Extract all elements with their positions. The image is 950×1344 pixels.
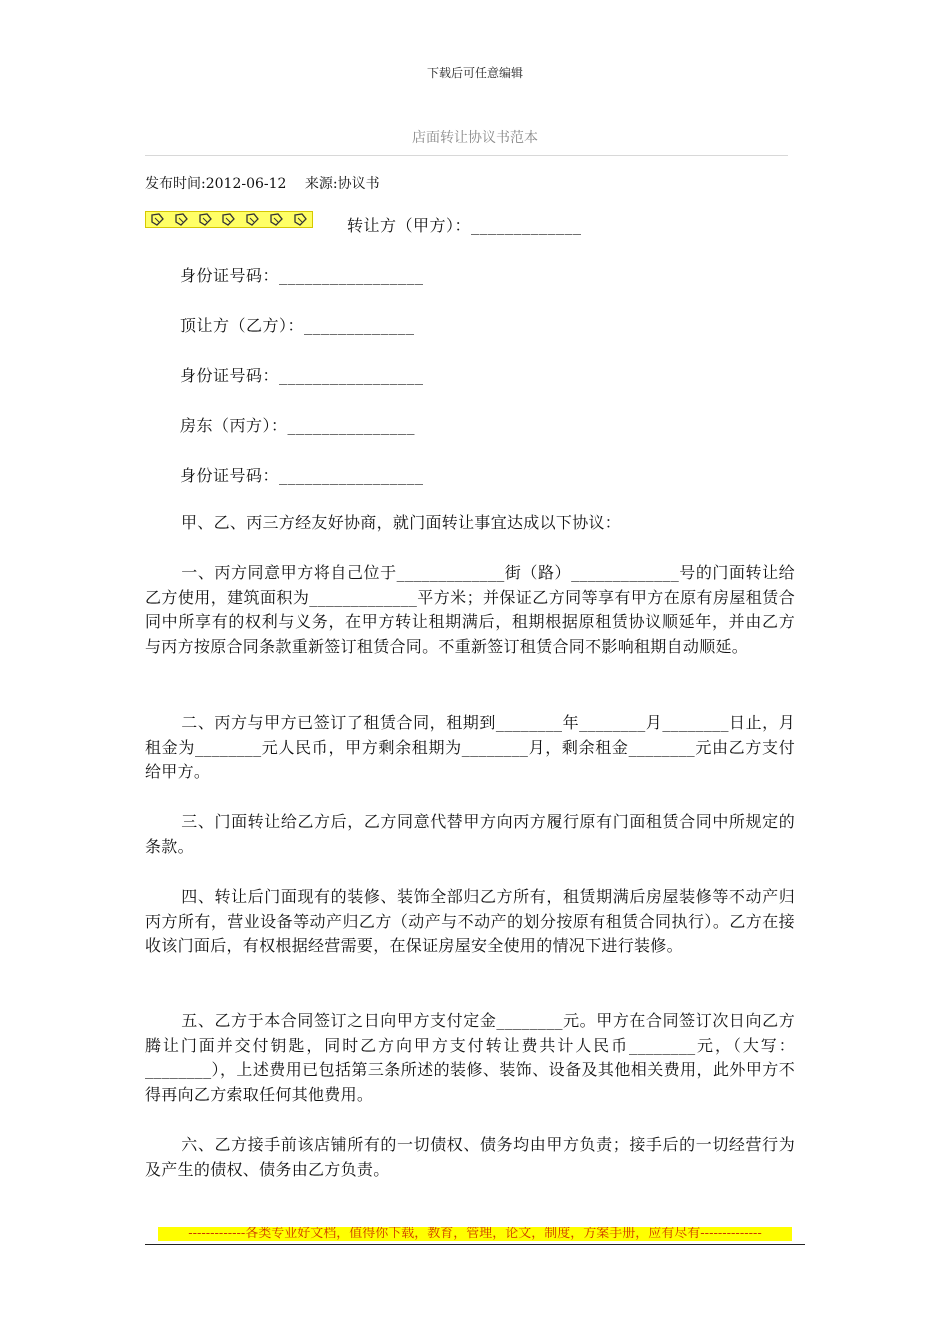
clause-3: 三、门面转让给乙方后，乙方同意代替甲方向丙方履行原有门面租赁合同中所规定的条款。 (145, 812, 795, 856)
intro-paragraph: 甲、乙、丙三方经友好协商，就门面转让事宜达成以下协议： (181, 513, 622, 532)
ribbon-icon (197, 213, 214, 227)
publish-date: 发布时间:2012-06-12 (145, 176, 287, 192)
landlord-id-field: 身份证号码：_________________ (180, 466, 424, 485)
ribbon-icon (268, 213, 285, 227)
ribbon-icon (220, 213, 237, 227)
ribbon-icon (292, 213, 309, 227)
clause-5: 五、乙方于本合同签订之日向甲方支付定金________元。甲方在合同签订次日向乙方腾让门面并交付钥匙，同时乙方向甲方支付转让费共计人民币________元，（大写：________），上述费用已包括第三条所述的装修、装饰、设备及其他相关费用，此外甲方不得再向乙方索取任何其他费用。 (145, 1011, 795, 1104)
ribbon-icon (149, 213, 166, 227)
title-divider (145, 155, 788, 156)
clause-6: 六、乙方接手前该店铺所有的一切债权、债务均由甲方负责；接手后的一切经营行为及产生的债权、债务由乙方负责。 (145, 1135, 795, 1179)
party-b-field: 顶让方（乙方）：_____________ (180, 316, 415, 335)
clause-4: 四、转让后门面现有的装修、装饰全部归乙方所有，租赁期满后房屋装修等不动产归丙方所有，营业设备等动产归乙方（动产与不动产的划分按原有租赁合同执行）。乙方在接收该门面后，有权根据经营需要，在保证房屋安全使用的情况下进行装修。 (145, 887, 795, 955)
decorative-icon-bar (145, 211, 313, 228)
clause-1: 一、丙方同意甲方将自己位于_____________街（路）_____________号的门面转让给乙方使用，建筑面积为_____________平方米；并保证乙方同等享有甲方在原有房屋租赁合同中所享有的权利与义务，在甲方转让租期满后，租期根据原租赁协议顺延年，并由乙方与丙方按原合同条款重新签订租赁合同。不重新签订租赁合同不影响租期自动顺延。 (145, 563, 795, 656)
party-b-id-field: 身份证号码：_________________ (180, 366, 424, 385)
ribbon-icon (173, 213, 190, 227)
publish-meta (145, 173, 394, 193)
ribbon-icon (244, 213, 261, 227)
landlord-field: 房东（丙方）：_______________ (180, 416, 416, 435)
footer-banner: -------------各类专业好文档，值得你下载，教育，管理，论文，制度，方案手册，应有尽有-------------- (158, 1227, 792, 1241)
party-a-id-field: 身份证号码：_________________ (180, 266, 424, 285)
clause-2: 二、丙方与甲方已签订了租赁合同，租期到________年________月________日止，月租金为________元人民币，甲方剩余租期为________月，剩余租金________元由乙方支付给甲方。 (145, 713, 795, 781)
top-note: 下载后可任意编辑 (426, 66, 523, 80)
source-label: 来源:协议书 (304, 176, 380, 192)
party-a-field: 转让方（甲方）：_____________ (347, 216, 582, 235)
footer-divider (145, 1244, 805, 1245)
document-title: 店面转让协议书范本 (412, 130, 538, 146)
